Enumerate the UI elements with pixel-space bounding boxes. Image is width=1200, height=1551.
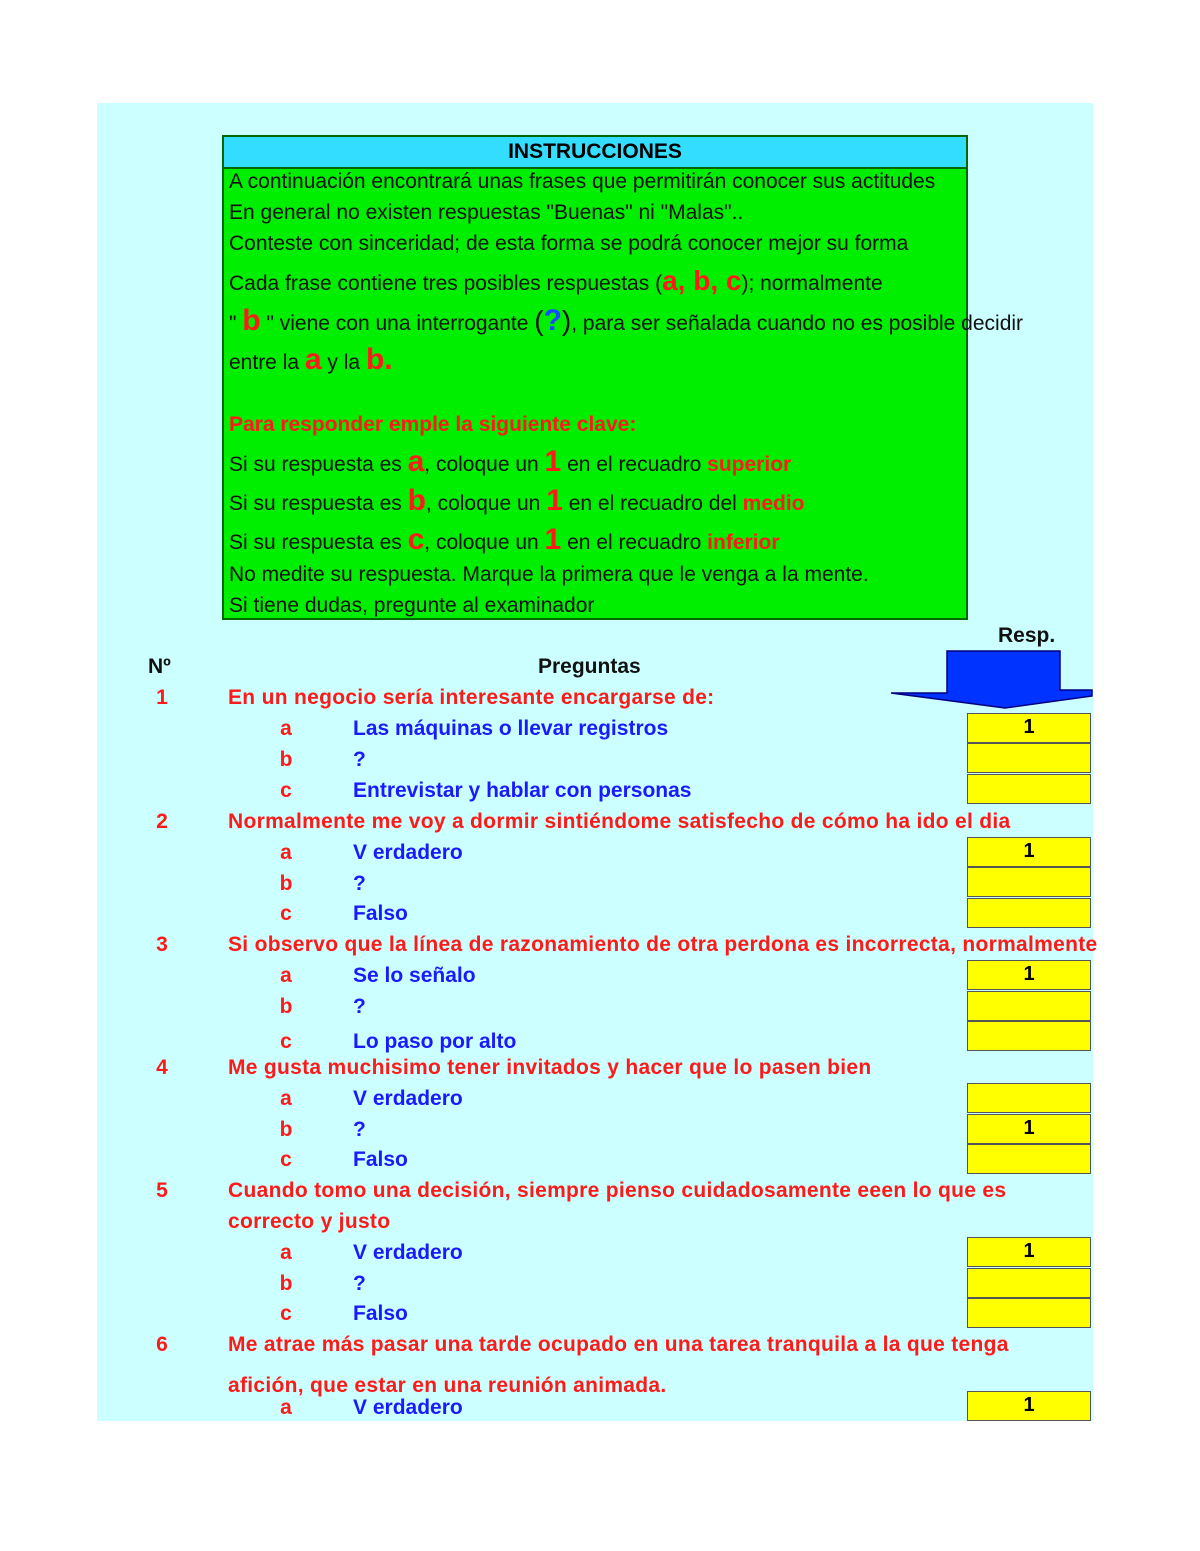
question-mark: ? xyxy=(543,304,562,337)
response-cell[interactable] xyxy=(967,867,1091,897)
option-text: Falso xyxy=(353,1302,408,1325)
option-label: b xyxy=(279,1272,293,1295)
option-text: ? xyxy=(353,748,366,771)
down-arrow-icon xyxy=(888,650,1094,712)
instructions-line-3: Conteste con sinceridad; de esta forma se podrá conocer mejor su forma xyxy=(229,232,909,255)
option-text: ? xyxy=(353,1118,366,1141)
option-label: b xyxy=(279,995,293,1018)
question-text: Me atrae más pasar una tarde ocupado en una tarea tranquila a la que tenga xyxy=(228,1333,1009,1356)
option-text: Las máquinas o llevar registros xyxy=(353,717,669,740)
rule-b-mid2: en el recuadro del xyxy=(562,492,743,515)
option-text: V erdadero xyxy=(353,1241,463,1264)
letter-b-dot: b. xyxy=(365,343,393,376)
option-label: a xyxy=(280,841,292,864)
rule-c-position: inferior xyxy=(707,531,780,554)
question-text: En un negocio sería interesante encargarse de: xyxy=(228,686,715,709)
question-text-line-2: afición, que estar en una reunión animada. xyxy=(228,1374,667,1397)
instructions-line-1: A continuación encontrará unas frases que permitirán conocer sus actitudes xyxy=(229,170,936,193)
rule-b-one: 1 xyxy=(546,484,563,517)
instructions-dudas: Si tiene dudas, pregunte al examinador xyxy=(229,594,595,617)
instructions-line-2: En general no existen respuestas "Buenas" ni "Malas".. xyxy=(229,201,744,224)
question-number: 2 xyxy=(156,810,168,833)
option-label: c xyxy=(280,1302,292,1325)
rule-b xyxy=(229,484,805,518)
option-text: Lo paso por alto xyxy=(353,1030,517,1053)
response-cell[interactable] xyxy=(967,1021,1091,1051)
option-text: ? xyxy=(353,995,366,1018)
letter-b: b xyxy=(242,304,261,337)
line-4-pre: Cada frase contiene tres posibles respuestas ( xyxy=(229,272,663,295)
response-cell[interactable] xyxy=(967,1298,1091,1328)
rule-c-letter: c xyxy=(407,523,425,556)
question-text: Normalmente me voy a dormir sintiéndome satisfecho de cómo ha ido el dia xyxy=(228,810,1011,833)
response-cell[interactable] xyxy=(967,1083,1091,1113)
rule-a-one: 1 xyxy=(544,445,562,478)
response-cell[interactable]: 1 xyxy=(967,713,1091,743)
rule-a-letter: a xyxy=(407,445,425,478)
response-cell[interactable]: 1 xyxy=(967,1114,1091,1144)
rule-a-mid: , coloque un xyxy=(424,453,545,476)
question-text-clip xyxy=(228,928,1098,962)
question-number: 6 xyxy=(156,1333,168,1356)
option-label: c xyxy=(280,902,292,925)
option-text: V erdadero xyxy=(353,1087,463,1110)
line-5-mid: " viene con una interrogante xyxy=(260,312,535,335)
rule-b-position: medio xyxy=(742,492,805,515)
line-5-quote: " xyxy=(229,312,243,335)
question-number: 4 xyxy=(156,1056,168,1079)
response-cell[interactable]: 1 xyxy=(967,1391,1091,1421)
option-label: b xyxy=(279,748,293,771)
option-text: ? xyxy=(353,1272,366,1295)
question-number: 5 xyxy=(156,1179,168,1202)
option-label: c xyxy=(280,1030,292,1053)
question-text-line-2: correcto y justo xyxy=(228,1210,391,1233)
rule-b-pre: Si su respuesta es xyxy=(229,492,408,515)
response-cell[interactable] xyxy=(967,1144,1091,1174)
response-cell[interactable] xyxy=(967,1268,1091,1298)
response-cell[interactable]: 1 xyxy=(967,960,1091,990)
line-6-mid: y la xyxy=(321,351,366,374)
rule-a-position: superior xyxy=(707,453,792,476)
response-cell[interactable]: 1 xyxy=(967,837,1091,867)
rule-a-pre: Si su respuesta es xyxy=(229,453,408,476)
rule-c-one: 1 xyxy=(544,523,562,556)
instructions-line-5 xyxy=(229,304,1023,338)
rule-a xyxy=(229,445,791,479)
letter-a: a xyxy=(304,343,322,376)
option-label: a xyxy=(280,964,292,987)
option-label: c xyxy=(280,779,292,802)
question-text: Me gusta muchisimo tener invitados y hacer que lo pasen bien xyxy=(228,1056,872,1079)
paren-open: ( xyxy=(534,305,544,336)
instructions-title: INSTRUCCIONES xyxy=(224,137,966,169)
option-label: c xyxy=(280,1148,292,1171)
option-label: a xyxy=(280,1396,292,1419)
line-6-pre: entre la xyxy=(229,351,305,374)
line-5-post: , para ser señalada cuando no es posible decidir xyxy=(571,312,1024,335)
rule-b-mid: , coloque un xyxy=(425,492,547,515)
option-text: V erdadero xyxy=(353,1396,463,1419)
option-text: Entrevistar y hablar con personas xyxy=(353,779,692,802)
response-cell[interactable] xyxy=(967,774,1091,804)
num-header: Nº xyxy=(148,655,171,678)
question-number: 1 xyxy=(156,686,168,709)
line-4-post: ); normalmente xyxy=(741,272,883,295)
preguntas-header: Preguntas xyxy=(538,655,641,678)
instructions-line-6 xyxy=(229,343,393,377)
option-text: ? xyxy=(353,872,366,895)
option-label: b xyxy=(279,1118,293,1141)
resp-header: Resp. xyxy=(998,624,1056,647)
option-label: a xyxy=(280,717,292,740)
question-number: 3 xyxy=(156,933,168,956)
option-text: V erdadero xyxy=(353,841,463,864)
rule-c-mid2: en el recuadro xyxy=(561,531,708,554)
option-label: a xyxy=(280,1241,292,1264)
response-cell[interactable]: 1 xyxy=(967,1237,1091,1267)
rule-c-pre: Si su respuesta es xyxy=(229,531,408,554)
option-text: Se lo señalo xyxy=(353,964,476,987)
response-cell[interactable] xyxy=(967,991,1091,1021)
options-abc: a, b, c xyxy=(662,265,742,296)
paren-close: ) xyxy=(561,305,572,336)
option-label: b xyxy=(279,872,293,895)
option-text: Falso xyxy=(353,1148,408,1171)
clave-heading: Para responder emple la siguiente clave: xyxy=(229,413,637,436)
rule-b-letter: b xyxy=(407,484,426,517)
instructions-box xyxy=(222,135,1024,620)
instructions-line-4 xyxy=(229,265,883,297)
rule-c-mid: , coloque un xyxy=(424,531,545,554)
instructions-no-medite: No medite su respuesta. Marque la primera que le venga a la mente. xyxy=(229,563,869,586)
option-text: Falso xyxy=(353,902,408,925)
rule-c xyxy=(229,523,780,557)
question-text: Si observo que la línea de razonamiento de otra perdona es incorrecta, normalmente xyxy=(228,933,1098,956)
response-cell[interactable] xyxy=(967,743,1091,773)
question-text: Cuando tomo una decisión, siempre pienso cuidadosamente eeen lo que es xyxy=(228,1179,1007,1202)
option-label: a xyxy=(280,1087,292,1110)
rule-a-mid2: en el recuadro xyxy=(561,453,708,476)
response-cell[interactable] xyxy=(967,898,1091,928)
